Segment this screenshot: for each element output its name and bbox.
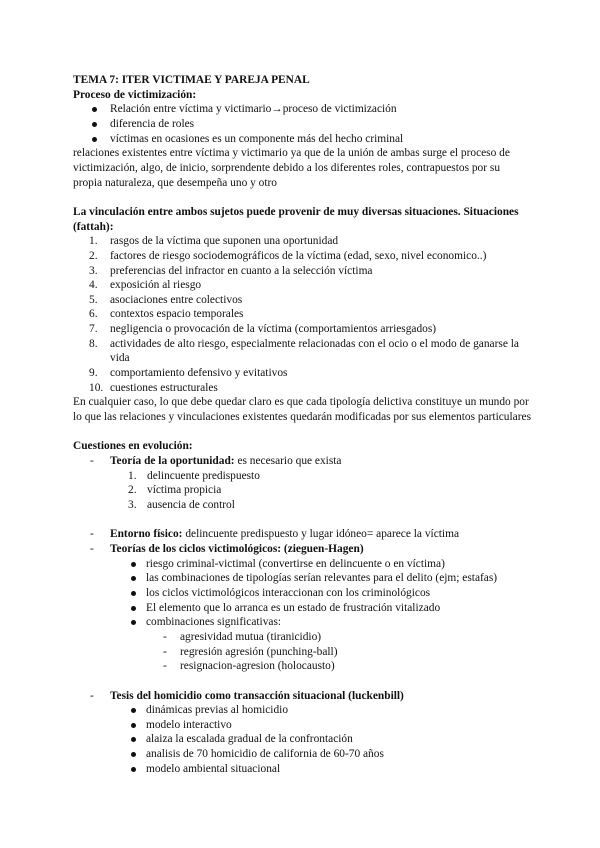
item-text: dinámicas previas al homicidio [146,704,289,717]
dash-marker: - [90,528,94,541]
list-item [73,571,533,586]
list-number: 1. [89,235,98,248]
list-item [73,293,533,308]
bullet-icon [92,137,97,142]
list-item [73,454,533,469]
list-item [73,469,533,484]
list-item [73,689,533,704]
list-item [73,615,533,630]
list-item [73,366,533,381]
item-text: víctima propicia [147,484,222,497]
list-item [73,117,533,132]
item-text: Relación entre víctima y victimario→proceso de victimización [110,103,397,116]
item-text: modelo ambiental situacional [146,762,281,775]
item-text: rasgos de la víctima que suponen una oportunidad [110,235,339,248]
item-label: Tesis del homicidio como transacción situacional (luckenbill) [110,689,404,702]
item-text: exposición al riesgo [110,279,202,292]
item-text: comportamiento defensivo y evitativos [110,367,288,380]
paragraph: relaciones existentes entre víctima y victimario ya que de la unión de ambas surge el proceso de victimización, algo, de inicio, sorprendente debido a los diferentes roles, contrapuestos por su propia naturaleza, que desempeña uno y otro [73,147,510,189]
list-number: 3. [128,499,137,511]
list-item [73,747,533,762]
list-item [73,630,533,645]
item-label: Teorías de los ciclos victimológicos: (zieguen-Hagen) [110,542,364,555]
section-heading: La vinculación entre ambos sujetos puede provenir de muy diversas situaciones. Situaciones (fattah): [73,205,519,233]
list-item [73,718,533,733]
list-number: 7. [89,323,98,336]
list-item [73,645,533,660]
dash-marker: - [163,630,167,643]
dash-marker: - [90,689,94,702]
list-item [73,483,533,498]
list-item [73,307,533,322]
list-item [73,278,533,293]
item-text: analisis de 70 homicidio de california de 60-70 años [146,748,384,761]
list-number: 1. [128,469,137,482]
item-text: contextos espacio temporales [110,308,244,321]
section-heading: Cuestiones en evolución: [73,440,193,453]
list-number: 3. [89,264,98,277]
paragraph: En cualquier caso, lo que debe quedar claro es que cada tipología delictiva constituye un mundo por lo que las relaciones y vinculaciones existentes quedarán modificadas por sus elementos particulares [73,396,532,424]
item-text: riesgo criminal-victimal (convertirse en delincuente o en víctima) [146,557,445,570]
bullet-icon [92,122,97,127]
bullet-icon [131,562,136,567]
section-heading: Proceso de victimización: [73,88,197,101]
item-text: negligencia o provocación de la víctima (comportamientos arriesgados) [110,323,437,336]
bullet-icon [131,723,136,728]
bullet-icon [131,620,136,625]
item-text: ausencia de control [147,499,235,511]
list-number: 6. [89,308,98,321]
list-item [73,703,533,718]
dash-marker: - [90,455,94,468]
list-item [73,322,533,337]
item-text: víctimas en ocasiones es un componente más del hecho criminal [110,132,404,145]
list-item [73,264,533,279]
dash-marker: - [163,660,167,673]
list-item [73,557,533,572]
list-number: 8. [89,337,98,350]
list-item [73,234,533,249]
list-item [73,527,533,542]
item-text: alaiza la escalada gradual de la confrontación [146,733,353,746]
item-text: combinaciones significativas: [146,616,282,629]
bullet-icon [131,737,136,742]
list-number: 5. [89,293,98,306]
item-text: delincuente predispuesto y lugar idóneo= aparece la víctima [182,528,459,541]
bullet-icon [131,708,136,713]
item-text: resignacion-agresion (holocausto) [180,660,335,673]
list-item [73,102,533,117]
list-item [73,762,533,777]
bullet-icon [131,576,136,581]
bullet-icon [131,752,136,757]
list-item [73,381,533,396]
item-text: es necesario que exista [234,455,342,468]
item-text: delincuente predispuesto [147,469,260,482]
list-item [73,659,533,674]
list-number: 2. [128,484,137,497]
list-item [73,601,533,616]
item-text: actividades de alto riesgo, especialmente relacionadas con el ocio o el modo de ganarse la vida [110,337,519,365]
list-number: 2. [89,249,98,262]
item-text: modelo interactivo [146,718,232,731]
bullet-icon [131,591,136,596]
bullet-icon [92,107,97,112]
item-text: factores de riesgo sociodemográficos de la víctima (edad, sexo, nivel economico..) [110,249,487,262]
item-text: regresión agresión (punching-ball) [180,645,338,658]
item-text: diferencia de roles [110,117,195,130]
list-number: 4. [89,279,98,292]
item-text: las combinaciones de tipologías serían relevantes para el delito (ejm; estafas) [146,572,498,585]
bullet-icon [131,767,136,772]
document-title: TEMA 7: ITER VICTIMAE Y PAREJA PENAL [73,74,310,86]
item-text: asociaciones entre colectivos [110,293,243,306]
item-text: preferencias del infractor en cuanto a la selección víctima [110,264,373,277]
list-number: 9. [89,367,98,380]
list-item [73,542,533,557]
list-item [73,132,533,147]
dash-marker: - [90,542,94,555]
bullet-icon [131,606,136,611]
dash-marker: - [163,645,167,658]
item-text: agresividad mutua (tiranicidio) [180,630,322,643]
document-page [73,73,533,776]
list-item [73,586,533,601]
item-text: El elemento que lo arranca es un estado de frustración vitalizado [146,601,441,614]
item-label: Teoría de la oportunidad: [110,455,235,468]
item-label: Entorno físico: [110,528,183,541]
list-item [73,249,533,264]
item-text: cuestiones estructurales [110,381,218,394]
list-item [73,732,533,747]
item-text: los ciclos victimológicos interaccionan con los criminológicos [146,586,431,599]
list-item [73,498,533,513]
list-number: 10. [89,381,104,394]
list-item [73,337,540,366]
